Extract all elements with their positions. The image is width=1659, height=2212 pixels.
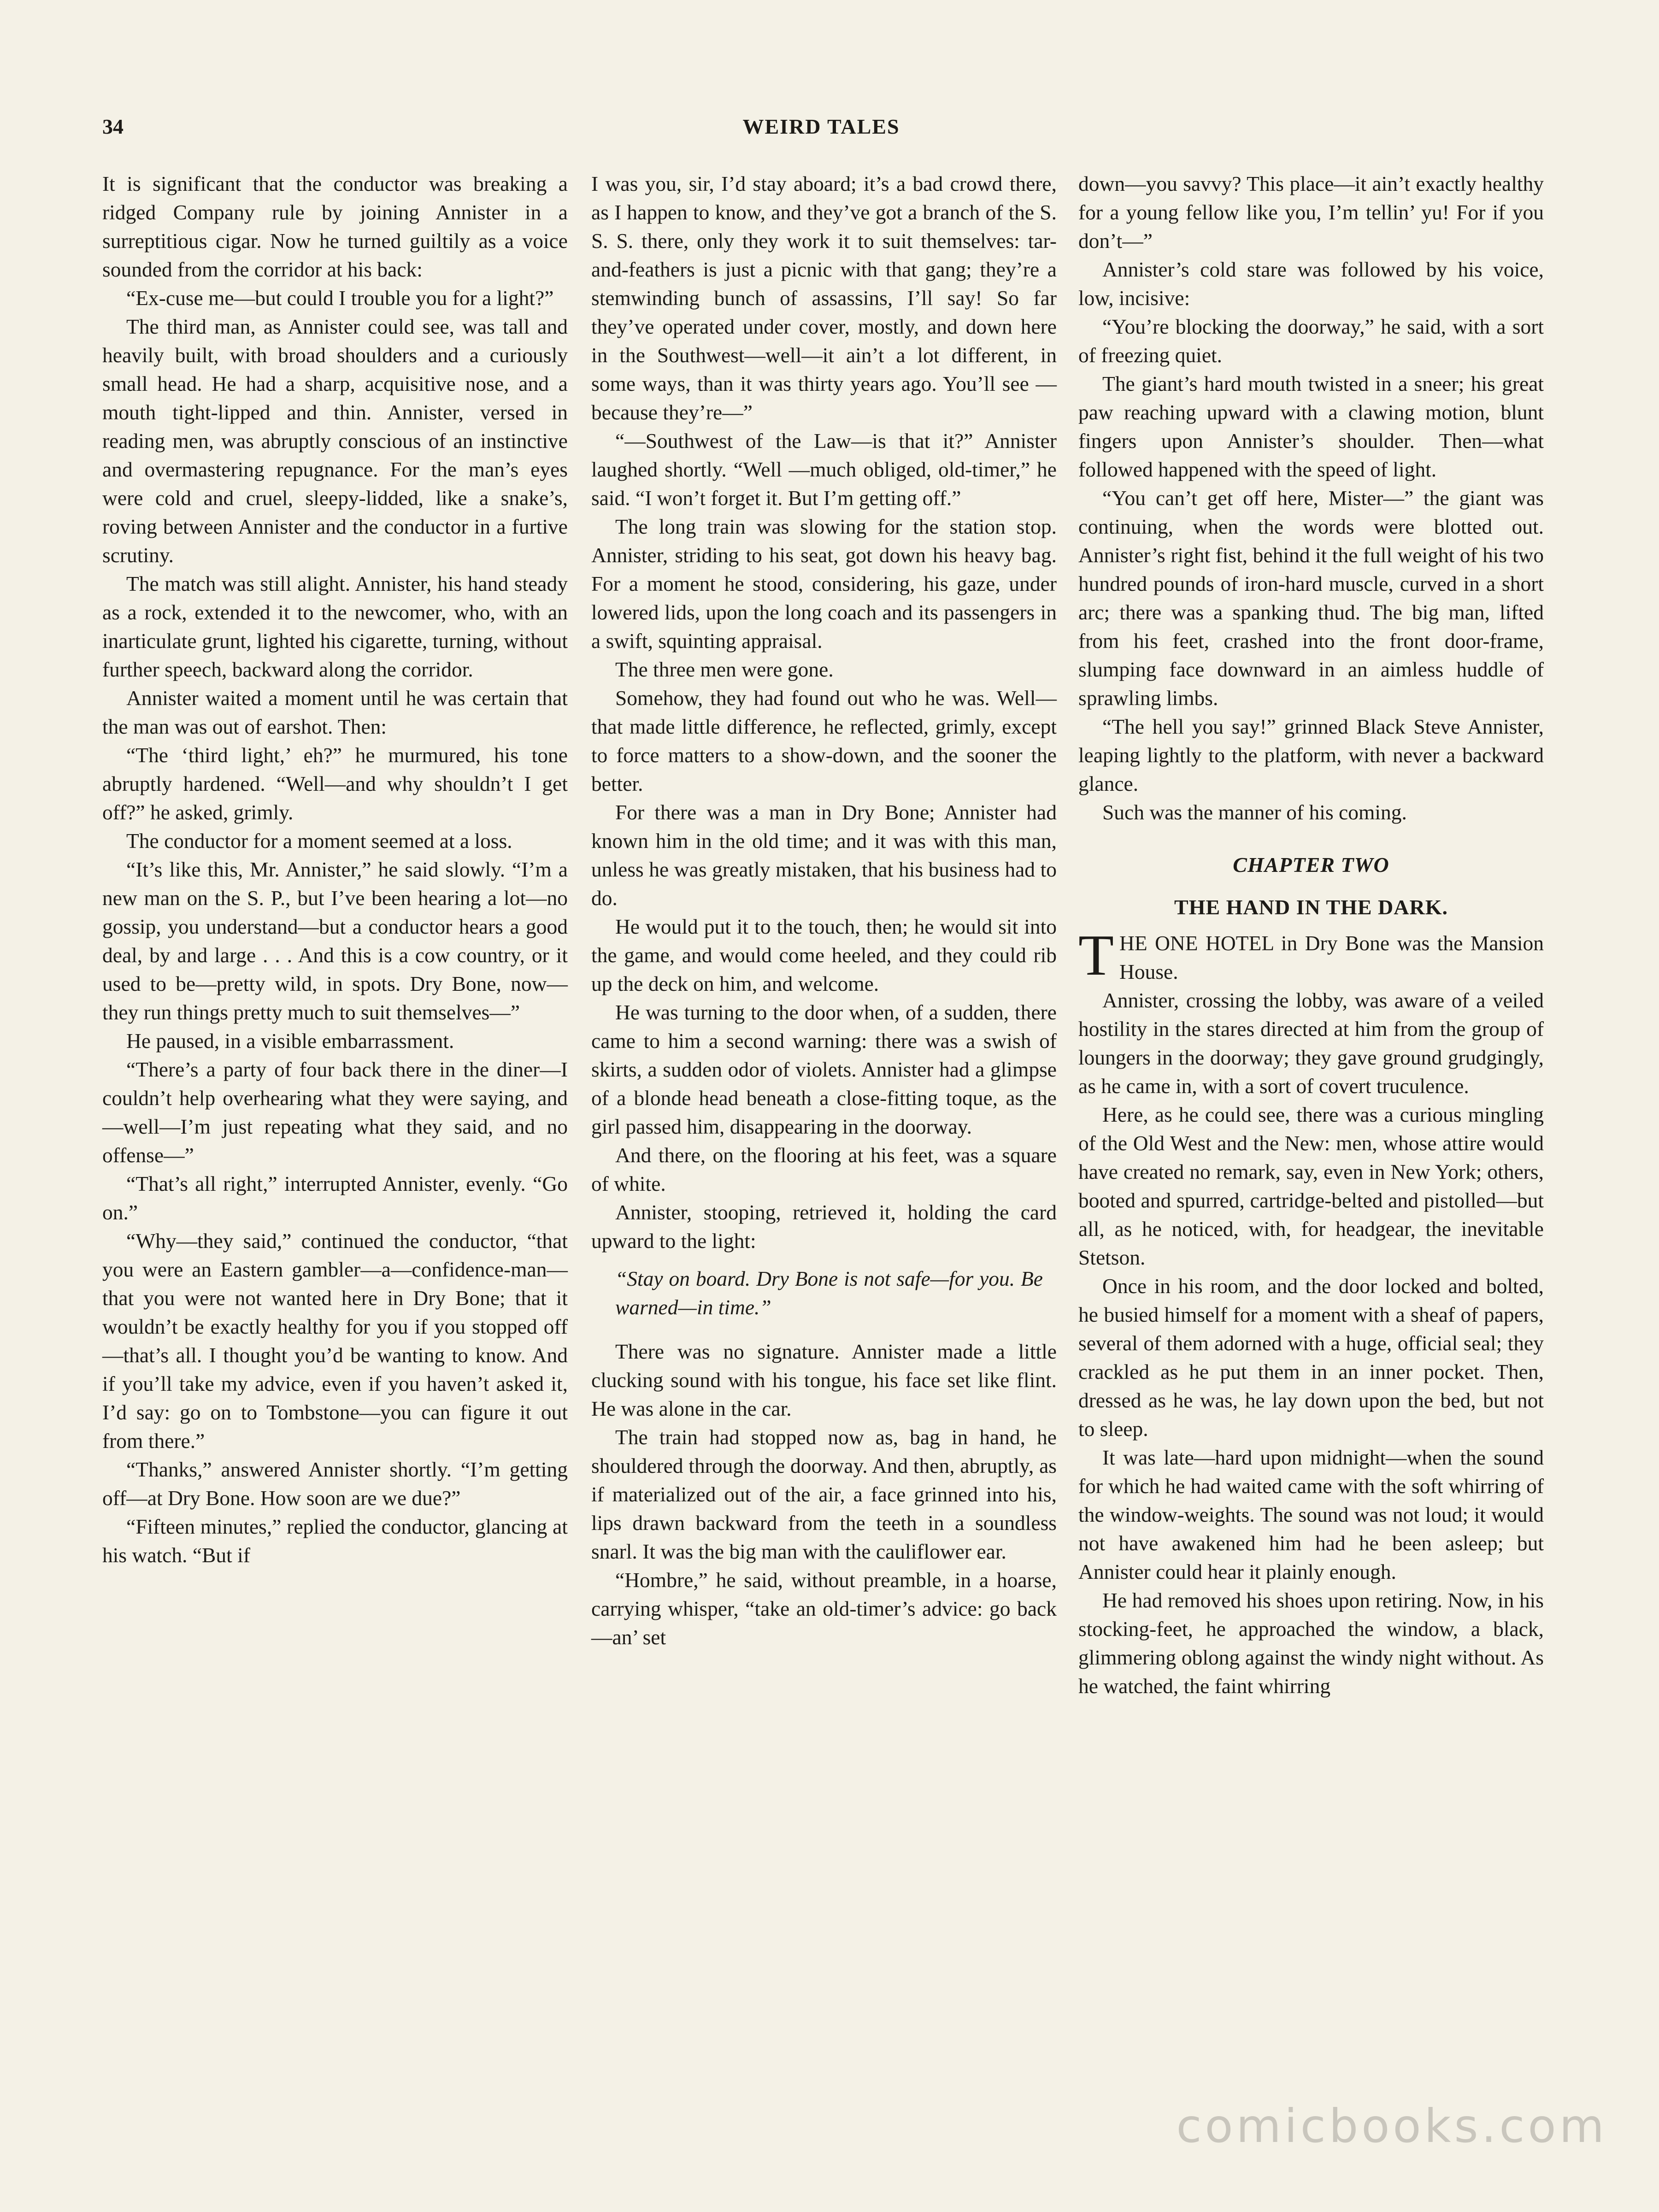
paragraph: The train had stopped now as, bag in hand, he shouldered through the doorway. And then, abruptly, as if materialized out of the air, a face grinned into his, lips drawn backward from the teeth in a soundless snarl. It was the big man with the cauliflower ear. — [591, 1425, 1057, 1563]
paragraph: “There’s a party of four back there in the diner—I couldn’t help overhearing what they were saying, and—well—I’m just repeating what they said, and no offense—” — [102, 1058, 568, 1167]
text-column-3 — [1078, 170, 1544, 1700]
paragraph: The match was still alight. Annister, his hand steady as a rock, extended it to the newcomer, who, with an inarticulate grunt, lighted his cigarette, turning, without further speech, backward along the corridor. — [102, 572, 568, 681]
paragraph: down—you savvy? This place—it ain’t exactly healthy for a young fellow like you, I’m tellin’ yu! For if you don’t—” — [1078, 172, 1544, 253]
paragraph: Annister’s cold stare was followed by his voice, low, incisive: — [1078, 258, 1544, 310]
paragraph: “Ex-cuse me—but could I trouble you for a light?” — [126, 286, 554, 310]
paragraph: He paused, in a visible embarrassment. — [126, 1029, 454, 1053]
text-column-2 — [591, 170, 1057, 1652]
paragraph: The long train was slowing for the station stop. Annister, striding to his seat, got down his heavy bag. For a moment he stood, considering, his gaze, under lowered lids, upon the long coach and its passengers in a swift, squinting appraisal. — [591, 515, 1057, 653]
paragraph: It is significant that the conductor was breaking a ridged Company rule by joining Annister in a surreptitious cigar. Now he turned guiltily as a voice sounded from the corridor at his back: — [102, 172, 568, 281]
page-number: 34 — [102, 115, 124, 138]
paragraph: And there, on the flooring at his feet, was a square of white. — [591, 1143, 1057, 1195]
paragraph: Here, as he could see, there was a curious mingling of the Old West and the New: men, whose attire would have created no remark, say, even in New York; others, booted and spurred, cartridge-belted and pistolled—but all, as he noticed, with, for headgear, the inevitable Stetson. — [1078, 1103, 1544, 1269]
paragraph: Annister, crossing the lobby, was aware of a veiled hostility in the stares directed at him from the group of loungers in the doorway; they gave ground grudgingly, as he came in, with a sort of covert truculence. — [1078, 988, 1544, 1098]
chapter-label: CHAPTER TWO — [1233, 853, 1389, 877]
warning-card-text: “Stay on board. Dry Bone is not safe—for you. Be warned—in time.” — [615, 1267, 1043, 1319]
paragraph: The third man, as Annister could see, was tall and heavily built, with broad shoulders and a curiously small head. He had a sharp, acquisitive nose, and a mouth tight-lipped and thin. Annister, versed in reading men, was abruptly conscious of an instinctive and overmastering repugnance. For the man’s eyes were cold and cruel, sleepy-lidded, like a snake’s, roving between Annister and the conductor in a furtive scrutiny. — [102, 315, 568, 567]
paragraph: “Fifteen minutes,” replied the conductor, glancing at his watch. “But if — [102, 1515, 568, 1567]
paragraph: He would put it to the touch, then; he would sit into the game, and would come heeled, and they could rib up the deck on him, and welcome. — [591, 915, 1057, 995]
drop-cap: T — [1078, 924, 1114, 988]
paragraph: “The hell you say!” grinned Black Steve Annister, leaping lightly to the platform, with never a backward glance. — [1078, 715, 1544, 795]
chapter-title: THE HAND IN THE DARK. — [1174, 895, 1448, 919]
paragraph: The giant’s hard mouth twisted in a sneer; his great paw reaching upward with a clawing motion, blunt fingers upon Annister’s shoulder. Then—what followed happened with the speed of light. — [1078, 372, 1544, 481]
opening-text: HE ONE HOTEL in Dry Bone was the Mansion House. — [1119, 931, 1544, 983]
running-title: WEIRD TALES — [742, 115, 900, 138]
paragraph: He was turning to the door when, of a sudden, there came to him a second warning: there was a swish of skirts, a sudden odor of violets. Annister had a glimpse of a blonde head beneath a close-fitting toque, as the girl passed him, disappearing in the doorway. — [591, 1000, 1057, 1138]
paragraph: Annister waited a moment until he was certain that the man was out of earshot. Then: — [102, 686, 568, 738]
paragraph: “Why—they said,” continued the conductor, “that you were an Eastern gambler—a—confidence-man—that you were not wanted here in Dry Bone; that it wouldn’t be exactly healthy for you if you stopped off—that’s all. I thought you’d be wanting to know. And if you’ll take my advice, even if you haven’t asked it, I’d say: go on to Tombstone—you can figure it out from there.” — [102, 1229, 568, 1453]
running-header — [102, 114, 1540, 151]
paragraph: “That’s all right,” interrupted Annister, evenly. “Go on.” — [102, 1172, 568, 1224]
paragraph: Once in his room, and the door locked and bolted, he busied himself for a moment with a sheaf of papers, several of them adorned with a huge, official seal; they crackled as he put them in an inner pocket. Then, dressed as he was, he lay down upon the bed, but not to sleep. — [1078, 1274, 1544, 1441]
paragraph: He had removed his shoes upon retiring. Now, in his stocking-feet, he approached the window, a black, glimmering oblong against the windy night without. As he watched, the faint whirring — [1078, 1588, 1544, 1698]
paragraph: For there was a man in Dry Bone; Annister had known him in the old time; and it was with this man, unless he was greatly mistaken, that his business had to do. — [591, 800, 1057, 910]
watermark: comicbooks.com — [1176, 2099, 1607, 2153]
paragraph: I was you, sir, I’d stay aboard; it’s a bad crowd there, as I happen to know, and they’ve got a branch of the S. S. S. there, only they work it to suit themselves: tar-and-feathers is just a picnic with that gang; they’re a stemwinding bunch of assassins, I’ll say! So far they’ve operated under cover, mostly, and down here in the Southwest—well—it ain’t a lot different, in some ways, than it was thirty years ago. You’ll see —because they’re—” — [591, 172, 1057, 424]
paragraph: It was late—hard upon midnight—when the sound for which he had waited came with the soft whirring of the window-weights. The sound was not loud; it would not have awakened him had he been asleep; but Annister could hear it plainly enough. — [1078, 1446, 1544, 1583]
paragraph: The conductor for a moment seemed at a loss. — [126, 829, 512, 853]
text-column-1 — [102, 170, 568, 1570]
chapter-opening-paragraph — [1078, 924, 1544, 988]
paragraph: “You can’t get off here, Mister—” the giant was continuing, when the words were blotted out. Annister’s right fist, behind it the full weight of his two hundred pounds of iron-hard muscle, curved in a short arc; there was a spanking thud. The big man, lifted from his feet, crashed into the front door-frame, slumping face downward in an aimless huddle of sprawling limbs. — [1078, 486, 1544, 710]
paragraph: Such was the manner of his coming. — [1102, 800, 1407, 824]
paragraph: Somehow, they had found out who he was. Well—that made little difference, he reflected, grimly, except to force matters to a show-down, and the sooner the better. — [591, 686, 1057, 795]
paragraph: The three men were gone. — [615, 658, 834, 681]
paragraph: There was no signature. Annister made a little clucking sound with his tongue, his face set like flint. He was alone in the car. — [591, 1340, 1057, 1420]
paragraph: Annister, stooping, retrieved it, holding the card upward to the light: — [591, 1200, 1057, 1253]
paragraph: “Thanks,” answered Annister shortly. “I’m getting off—at Dry Bone. How soon are we due?” — [102, 1458, 568, 1510]
paragraph: “Hombre,” he said, without preamble, in a hoarse, carrying whisper, “take an old-timer’s advice: go back—an’ set — [591, 1568, 1057, 1649]
paragraph: “The ‘third light,’ eh?” he murmured, his tone abruptly hardened. “Well—and why shouldn’t I get off?” he asked, grimly. — [102, 743, 568, 824]
paragraph: “You’re blocking the doorway,” he said, with a sort of freezing quiet. — [1078, 315, 1544, 367]
paragraph: “It’s like this, Mr. Annister,” he said slowly. “I’m a new man on the S. P., but I’ve been hearing a lot—no gossip, you understand—but a conductor hears a good deal, by and large . . . And this is a cow country, or it used to be—pretty wild, in spots. Dry Bone, now—they run things pretty much to suit themselves—” — [102, 858, 568, 1024]
paragraph: “—Southwest of the Law—is that it?” Annister laughed shortly. “Well —much obliged, old-timer,” he said. “I won’t forget it. But I’m getting off.” — [591, 429, 1057, 510]
